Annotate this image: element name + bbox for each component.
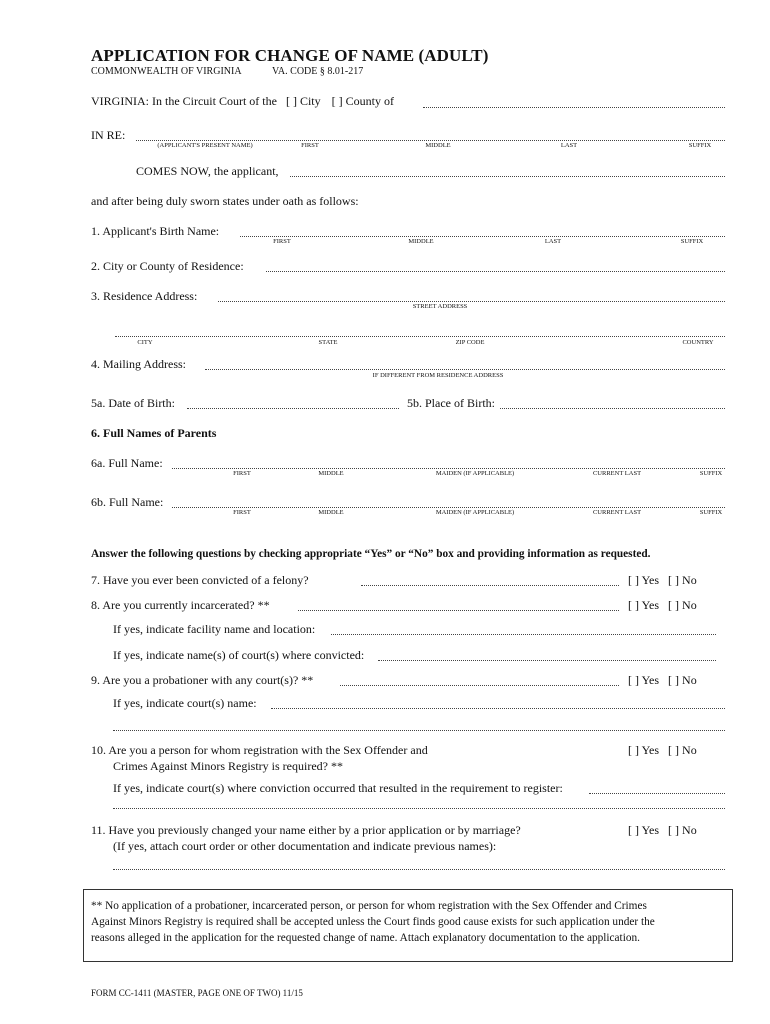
q7-no-label: No [682,573,697,587]
q8-leader [298,610,619,611]
caption-current-last: CURRENT LAST [592,470,642,477]
q11-text-line1: 11. Have you previously changed your name either by a prior application or by marriage? [91,823,521,837]
q9-options [628,673,697,688]
q7-yes-checkbox[interactable]: [ ] [628,573,639,587]
caption-suffix: SUFFIX [699,470,723,477]
county-label: County of [345,94,394,108]
city-label: City [299,94,321,108]
caption-zip: ZIP CODE [455,339,485,346]
q8-no-label: No [682,598,697,612]
pob-label: 5b. Place of Birth: [407,396,495,410]
present-name-field[interactable] [136,140,725,141]
q10-courts-label: If yes, indicate court(s) where conviction occurred that resulted in the requirement to register: [113,781,563,795]
caption-first: FIRST [301,142,319,149]
caption-last: LAST [544,238,562,245]
in-re-label: IN RE: [91,128,126,142]
q8-yes-label: Yes [641,598,660,612]
q7-yes-label: Yes [641,573,660,587]
q11-text-line2: (If yes, attach court order or other documentation and indicate previous names): [113,839,497,853]
caption-city: CITY [137,339,153,346]
q8-courts-label: If yes, indicate name(s) of court(s) where convicted: [113,648,365,662]
q9-text: 9. Are you a probationer with any court(s)? ** [91,673,314,687]
comes-now: COMES NOW, the applicant, [136,164,279,178]
q9-no-label: No [682,673,697,687]
applicant-field[interactable] [290,176,725,177]
q10-no-label: No [682,743,697,757]
residence-address-label: 3. Residence Address: [91,289,198,303]
caption-first: FIRST [233,470,251,477]
birth-name-label: 1. Applicant's Birth Name: [91,224,220,238]
q11-names-field[interactable] [113,869,725,870]
instructions: Answer the following questions by checking appropriate “Yes” or “No” box and providing information as requested. [91,548,651,560]
q11-yes-label: Yes [641,823,660,837]
residence-city-label: 2. City or County of Residence: [91,259,244,273]
caption-suffix: SUFFIX [699,509,723,516]
q7-options [628,573,697,588]
notice-line-1: ** No application of a probationer, incarcerated person, or person for whom registration with the Sex Offender and Crimes [91,900,647,912]
q10-courts-field[interactable] [589,793,725,794]
county-checkbox[interactable]: [ ] [331,94,343,108]
caption-state: STATE [318,339,338,346]
mailing-address-label: 4. Mailing Address: [91,357,186,371]
q8-no-checkbox[interactable]: [ ] [668,598,680,612]
caption-present-name: (APPLICANT'S PRESENT NAME) [157,142,253,149]
q11-yes-checkbox[interactable]: [ ] [628,823,639,837]
q8-options [628,598,697,613]
q7-leader [361,585,619,586]
form-title: APPLICATION FOR CHANGE OF NAME (ADULT) [91,46,489,65]
caption-country: COUNTRY [682,339,714,346]
q10-text-line2: Crimes Against Minors Registry is required? ** [113,759,343,773]
parent-b-field[interactable] [172,507,725,508]
caption-maiden: MAIDEN (IF APPLICABLE) [435,470,515,477]
mailing-address-field[interactable] [205,369,725,370]
jurisdiction: COMMONWEALTH OF VIRGINIA [91,66,242,77]
caption-middle: MIDDLE [318,509,344,516]
caption-middle: MIDDLE [318,470,344,477]
caption-first: FIRST [273,238,291,245]
caption-first: FIRST [233,509,251,516]
q10-options [628,743,697,758]
birth-name-field[interactable] [240,236,725,237]
q11-no-label: No [682,823,697,837]
q10-courts-field-2[interactable] [113,808,725,809]
q9-no-checkbox[interactable]: [ ] [668,673,680,687]
q8-facility-field[interactable] [331,634,716,635]
q10-yes-label: Yes [641,743,660,757]
q8-facility-label: If yes, indicate facility name and location: [113,622,316,636]
q9-courts-field[interactable] [271,708,725,709]
q11-options [628,823,697,838]
q10-text-line1: 10. Are you a person for whom registration with the Sex Offender and [91,743,428,757]
q10-yes-checkbox[interactable]: [ ] [628,743,639,757]
caption-middle: MIDDLE [425,142,451,149]
q8-yes-checkbox[interactable]: [ ] [628,598,639,612]
notice-line-2: Against Minors Registry is required shall be accepted unless the Court finds good cause exists for such application under the [91,916,655,928]
q7-no-checkbox[interactable]: [ ] [668,573,680,587]
caption-maiden: MAIDEN (IF APPLICABLE) [435,509,515,516]
caption-middle: MIDDLE [408,238,434,245]
notice-line-3: reasons alleged in the application for the requested change of name. Attach explanatory documentation to the application. [91,932,640,944]
parent-b-label: 6b. Full Name: [91,495,164,509]
notice-text [91,898,655,946]
caption-last: LAST [560,142,578,149]
q9-courts-label: If yes, indicate court(s) name: [113,696,257,710]
county-field[interactable] [423,107,725,108]
q9-courts-field-2[interactable] [113,730,725,731]
form-footer: FORM CC-1411 (MASTER, PAGE ONE OF TWO) 11/15 [91,988,303,998]
q8-text: 8. Are you currently incarcerated? ** [91,598,270,612]
q8-courts-field[interactable] [378,660,716,661]
q9-leader [340,685,619,686]
caption-mailing: IF DIFFERENT FROM RESIDENCE ADDRESS [372,372,504,379]
court-line [91,94,394,109]
code-citation: VA. CODE § 8.01-217 [272,66,364,77]
q9-yes-checkbox[interactable]: [ ] [628,673,639,687]
dob-label: 5a. Date of Birth: [91,396,175,410]
caption-current-last: CURRENT LAST [592,509,642,516]
court-prefix: VIRGINIA: In the Circuit Court of the [91,94,277,108]
city-checkbox[interactable]: [ ] [285,94,297,108]
sworn-statement: and after being duly sworn states under oath as follows: [91,194,359,208]
street-address-field[interactable] [218,301,725,302]
city-state-zip-field[interactable] [115,336,725,337]
q11-no-checkbox[interactable]: [ ] [668,823,680,837]
q10-no-checkbox[interactable]: [ ] [668,743,680,757]
pob-field[interactable] [500,408,725,409]
residence-city-field[interactable] [266,271,725,272]
caption-suffix: SUFFIX [680,238,704,245]
parent-a-label: 6a. Full Name: [91,456,163,470]
q7-text: 7. Have you ever been convicted of a felony? [91,573,309,587]
caption-suffix: SUFFIX [688,142,712,149]
dob-field[interactable] [187,408,399,409]
caption-street: STREET ADDRESS [412,303,468,310]
parent-a-field[interactable] [172,468,725,469]
q9-yes-label: Yes [641,673,660,687]
parents-heading: 6. Full Names of Parents [91,426,217,440]
